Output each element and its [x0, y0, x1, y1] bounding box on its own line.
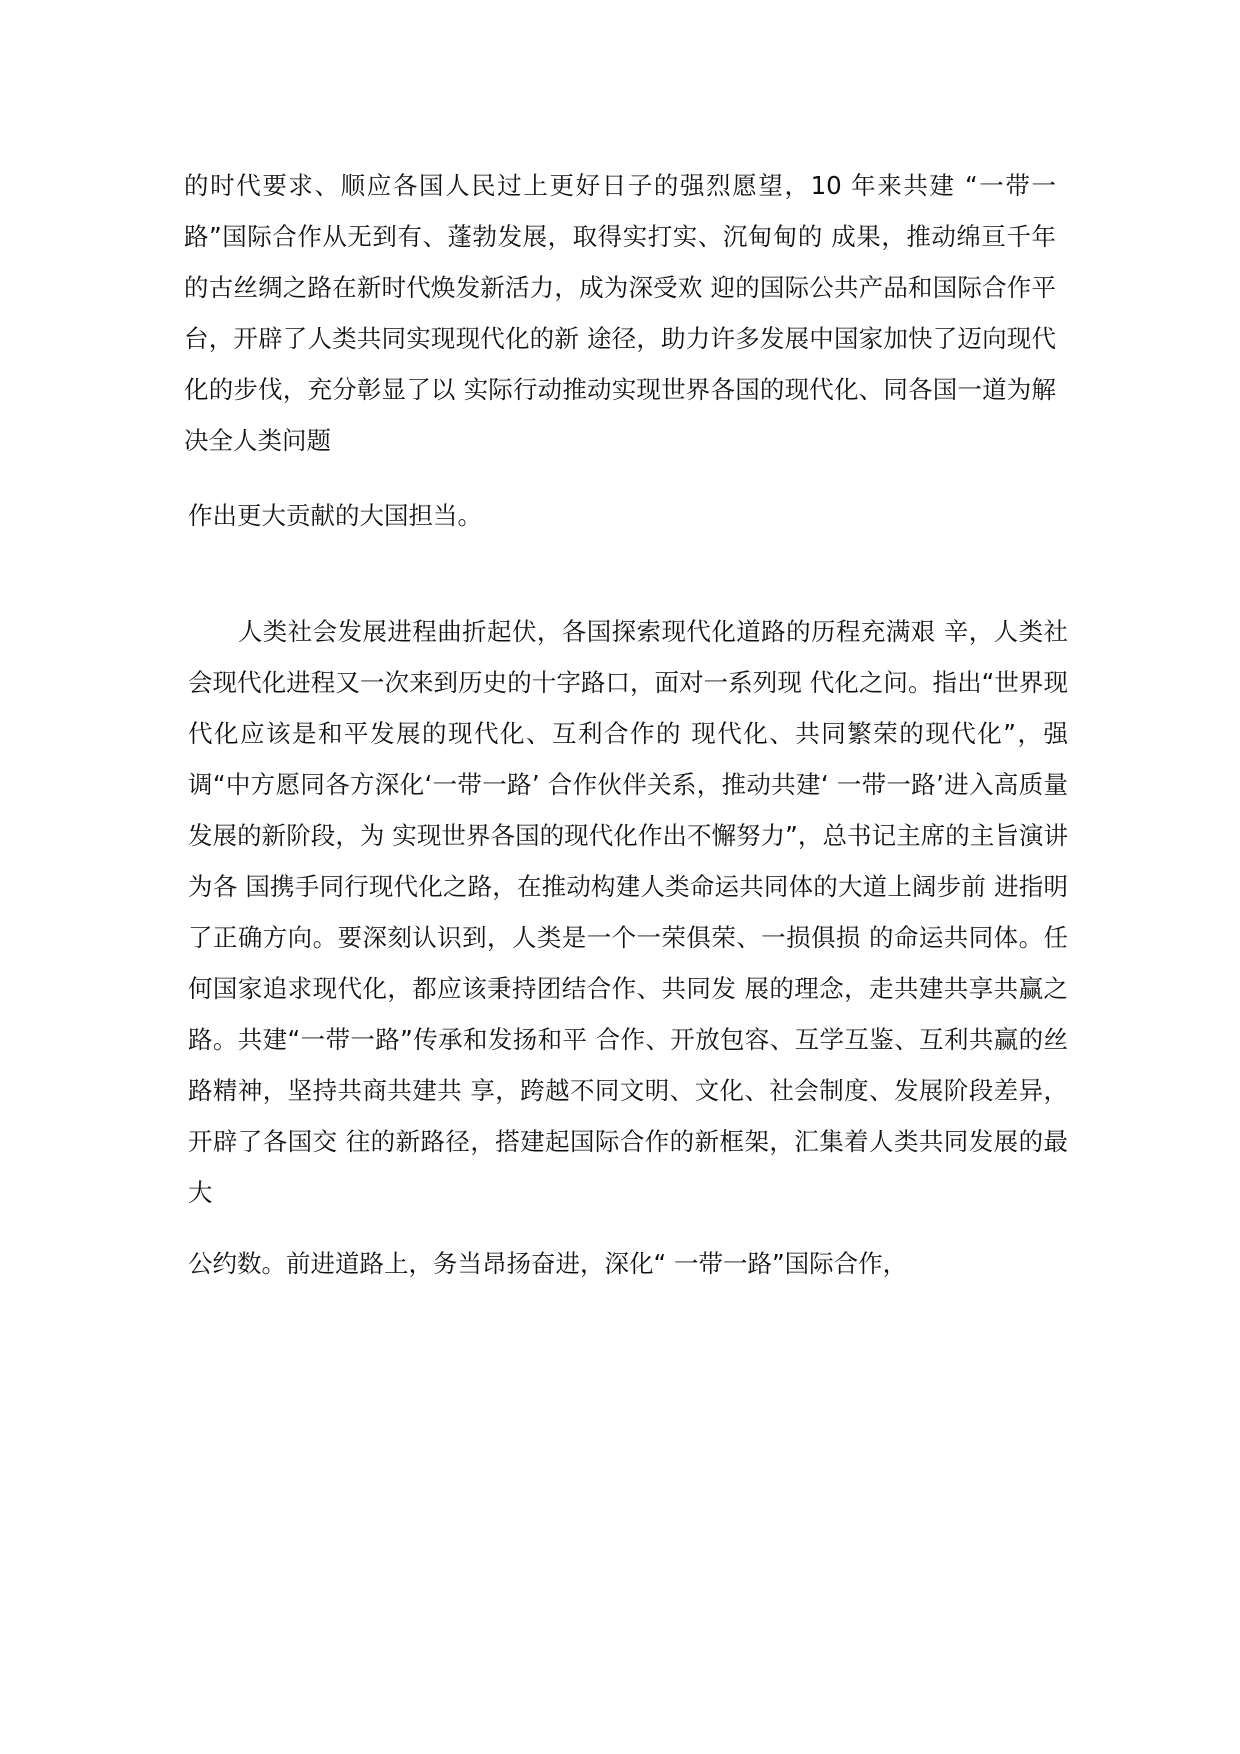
paragraph-1-body: 的时代要求、顺应各国人民过上更好日子的强烈愿望，10 年来共建 “一带一路”国际合作从无到有、蓬勃发展，取得实打实、沉甸甸的 成果，推动绵亘千年的古丝绸之路在新时代焕发新活力，成为深受欢 迎的国际公共产品和国际合作平台，开辟了人类共同实现现代化的新 途径，助力许多发展中国家加快了迈向现代化的步伐，充分彰显了以 实际行动推动实现世界各国的现代化、同各国一道为解决全人类问题 — [184, 171, 1056, 455]
paragraph-1-tail: 作出更大贡献的大国担当。 — [188, 501, 482, 530]
paragraph-2-body: 人类社会发展进程曲折起伏，各国探索现代化道路的历程充满艰 辛，人类社会现代化进程又一次来到历史的十字路口，面对一系列现 代化之问。指出“世界现代化应该是和平发展的现代化、互利合作的 现代化、共同繁荣的现代化”，强调“中方愿同各方深化‘一带一路’ 合作伙伴关系，推动共建‘ 一带一路’进入高质量发展的新阶段，为 实现世界各国的现代化作出不懈努力”，总书记主席的主旨演讲为各 国携手同行现代化之路，在推动构建人类命运共同体的大道上阔步前 进指明了正确方向。要深刻认识到，人类是一个一荣俱荣、一损俱损 的命运共同体。任何国家追求现代化，都应该秉持团结合作、共同发 展的理念，走共建共享共赢之路。共建“一带一路”传承和发扬和平 合作、开放包容、互学互鉴、互利共赢的丝路精神，坚持共商共建共 享，跨越不同文明、文化、社会制度、发展阶段差异，开辟了各国交 往的新路径，搭建起国际合作的新框架，汇集着人类共同发展的最大 — [188, 617, 1068, 1207]
paragraph-2-tail: 公约数。前进道路上，务当昂扬奋进，深化“ 一带一路”国际合作， — [188, 1249, 908, 1278]
